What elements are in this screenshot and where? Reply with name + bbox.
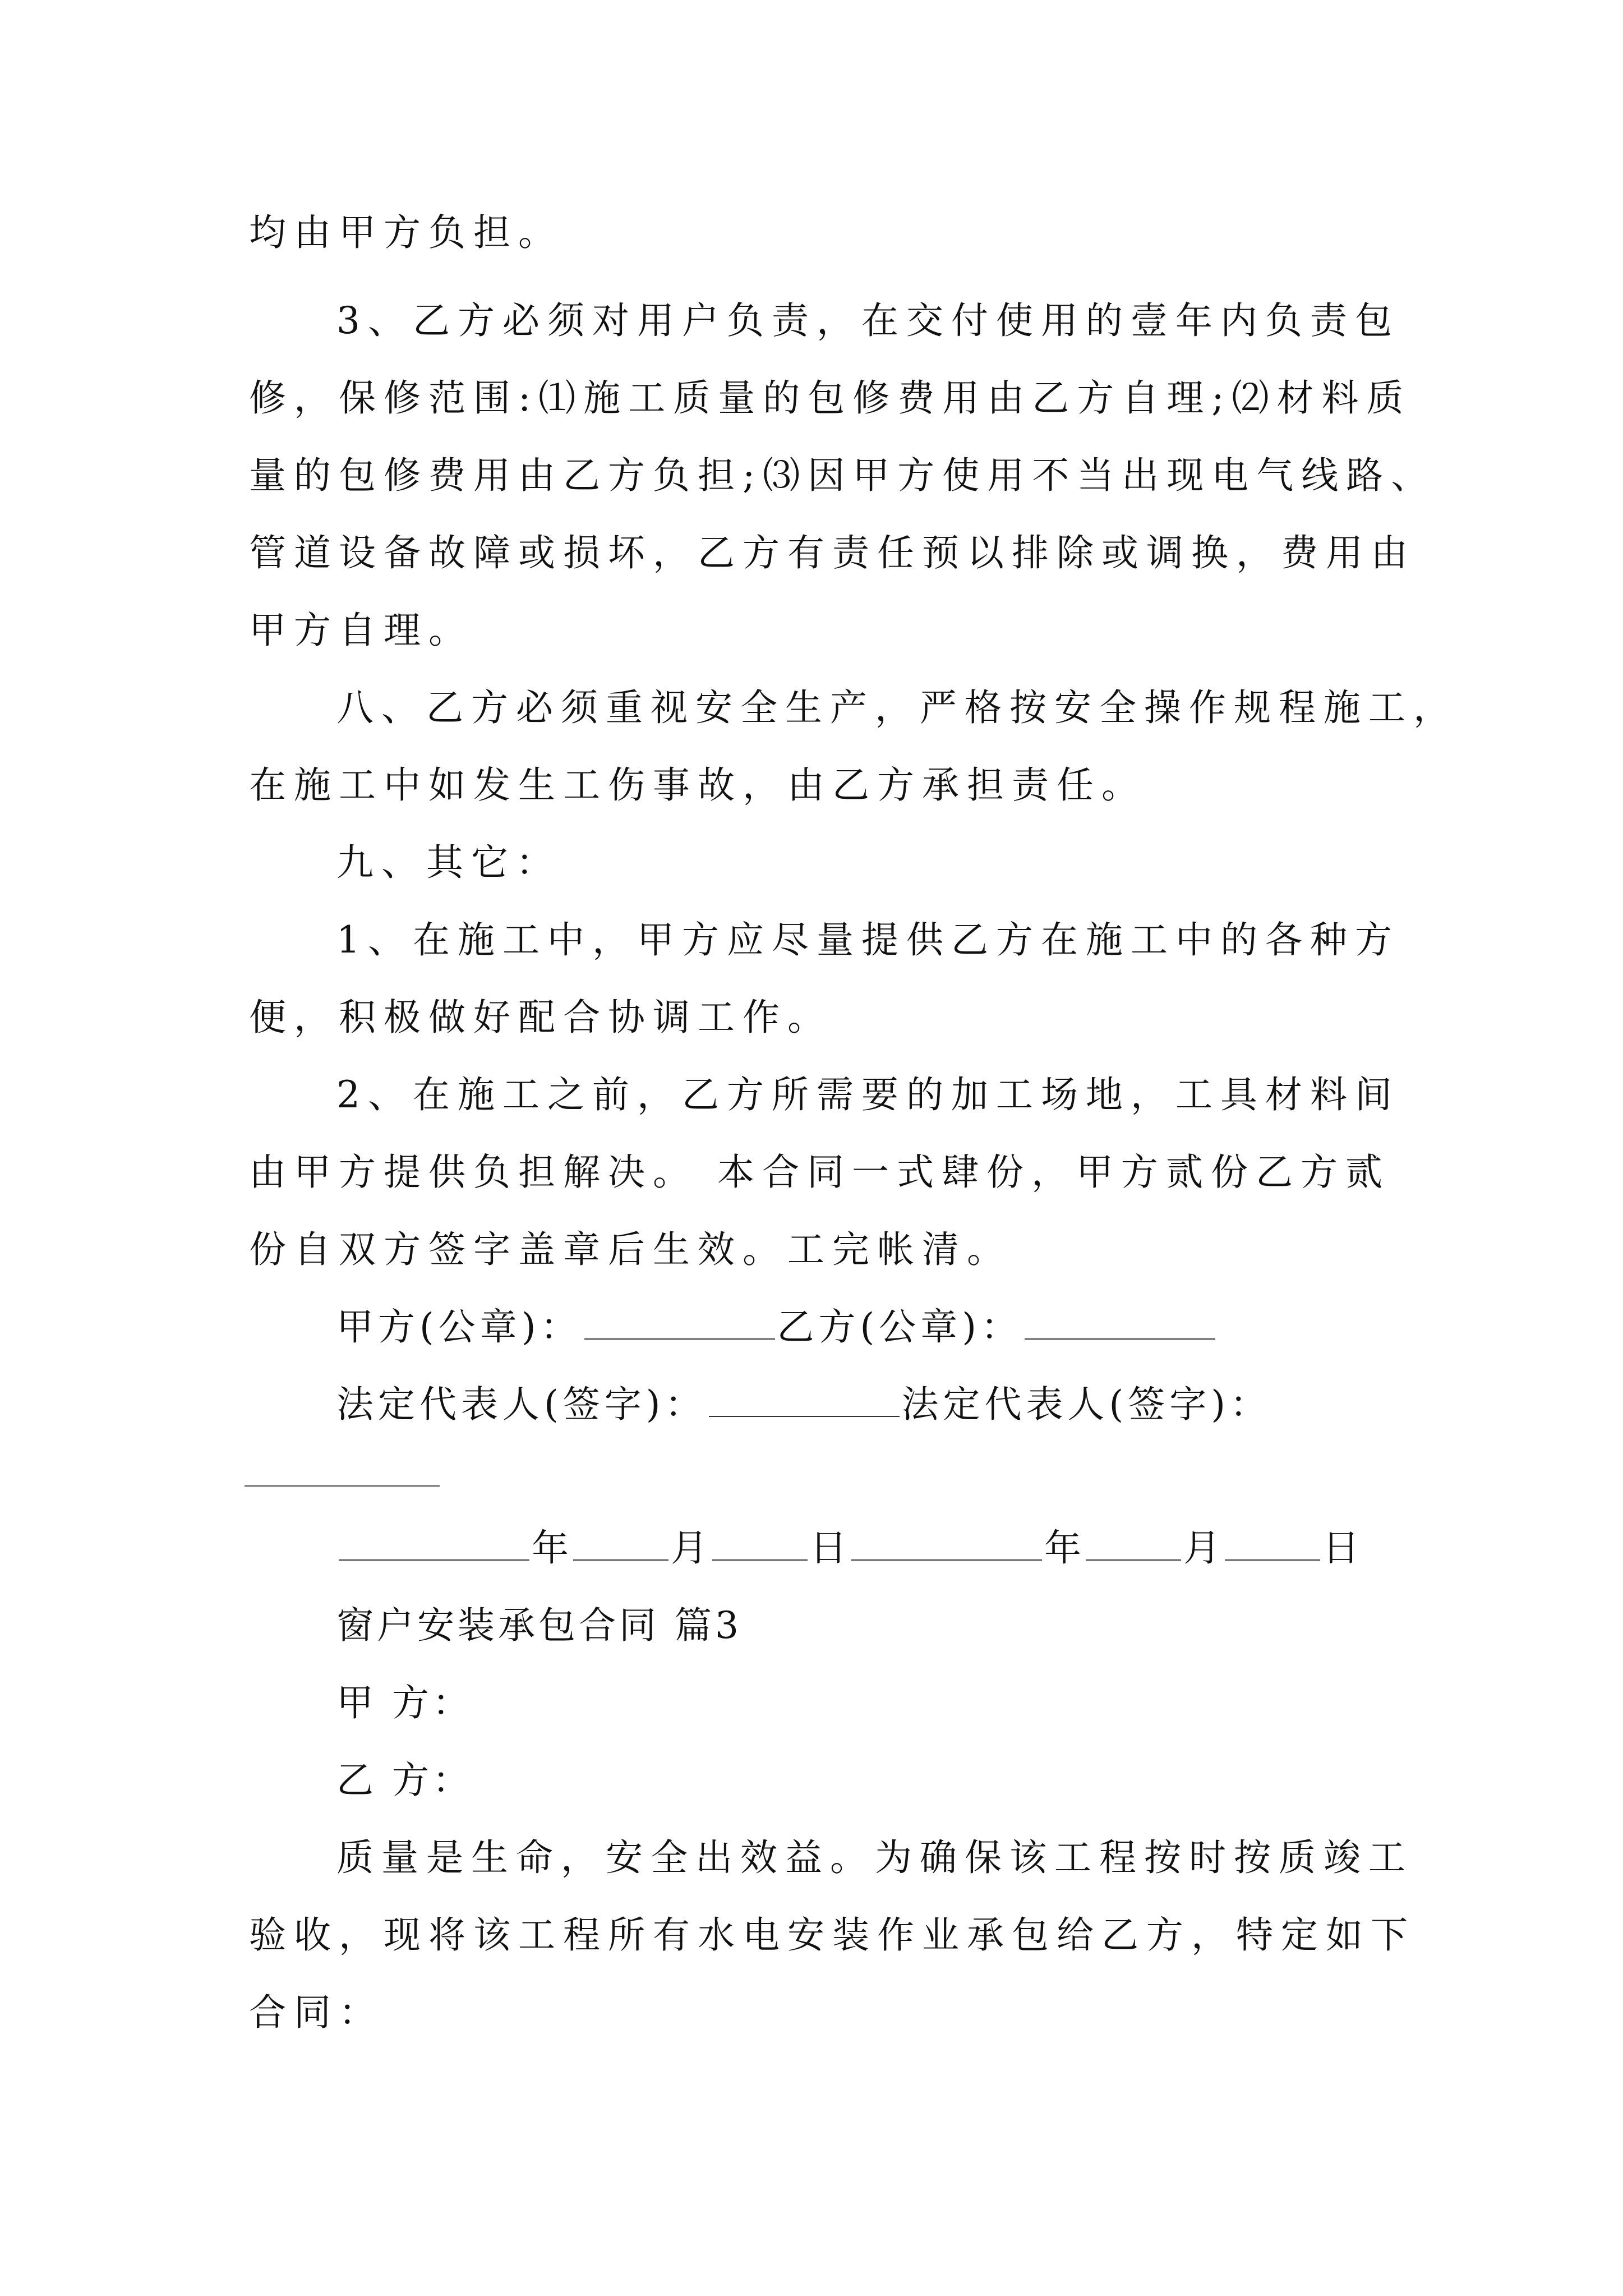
party-a-seal-label: 甲方(公章)： (336, 1305, 582, 1349)
day-blank-a[interactable] (712, 1526, 808, 1561)
month-blank-b[interactable] (1086, 1526, 1181, 1561)
text-line: 验收，现将该工程所有水电安装作业承包给乙方，特定如下 (249, 1913, 1415, 1957)
text-line: 均由甲方负担。 (249, 211, 563, 254)
text-line: 修，保修范围:⑴施工质量的包修费用由乙方自理;⑵材料质 (249, 376, 1412, 420)
party-b-seal-label: 乙方(公章)： (777, 1305, 1022, 1349)
text-line: 量的包修费用由乙方负担;⑶因甲方使用不当出现电气线路、 (249, 454, 1436, 497)
year-label: 年 (532, 1526, 571, 1570)
party-a-line: 甲 方： (336, 1681, 473, 1724)
text-line: 由甲方提供负担解决。 本合同一式肆份，甲方贰份乙方贰 (249, 1151, 1390, 1194)
month-blank-a[interactable] (573, 1526, 668, 1561)
text-line: 甲方自理。 (249, 609, 473, 652)
party-b-seal-blank[interactable] (1025, 1305, 1215, 1340)
rep-a-blank[interactable] (709, 1382, 900, 1417)
day-blank-b[interactable] (1225, 1526, 1320, 1561)
text-line: 在施工中如发生工伤事故，由乙方承担责任。 (249, 763, 1146, 807)
text-line: 便，积极做好配合协调工作。 (249, 996, 832, 1039)
representative-line (336, 1379, 1271, 1430)
day-label: 日 (810, 1526, 849, 1570)
rep-b-label: 法定代表人(签字)： (901, 1383, 1271, 1426)
text-line: 管道设备故障或损坏，乙方有责任预以排除或调换，费用由 (249, 531, 1415, 574)
day-label: 日 (1322, 1526, 1362, 1570)
text-line: 九、其它： (336, 841, 561, 884)
party-b-line: 乙 方： (336, 1759, 473, 1802)
party-a-seal-blank[interactable] (584, 1305, 775, 1340)
year-label: 年 (1044, 1526, 1083, 1570)
date-line (336, 1523, 1362, 1573)
month-label: 月 (1183, 1526, 1223, 1570)
year-blank-a[interactable] (339, 1526, 529, 1561)
seal-line (336, 1302, 1218, 1352)
text-line: 八、乙方必须重视安全生产，严格按安全操作规程施工， (336, 686, 1458, 729)
text-line: 3、乙方必须对用户负责，在交付使用的壹年内负责包 (336, 299, 1400, 342)
text-line: 质量是生命，安全出效益。为确保该工程按时按质竣工 (336, 1836, 1413, 1879)
rep-b-blank[interactable] (245, 1485, 440, 1487)
text-line: 合同： (249, 1991, 384, 2034)
text-line: 份自双方签字盖章后生效。工完帐清。 (249, 1228, 1012, 1271)
text-line: 2、在施工之前，乙方所需要的加工场地，工具材料间 (336, 1073, 1400, 1116)
text-line: 1、在施工中，甲方应尽量提供乙方在施工中的各种方 (336, 918, 1400, 961)
section-title: 窗户安装承包合同 篇3 (336, 1604, 742, 1647)
month-label: 月 (671, 1526, 710, 1570)
year-blank-b[interactable] (851, 1526, 1042, 1561)
rep-a-label: 法定代表人(签字)： (336, 1383, 707, 1426)
